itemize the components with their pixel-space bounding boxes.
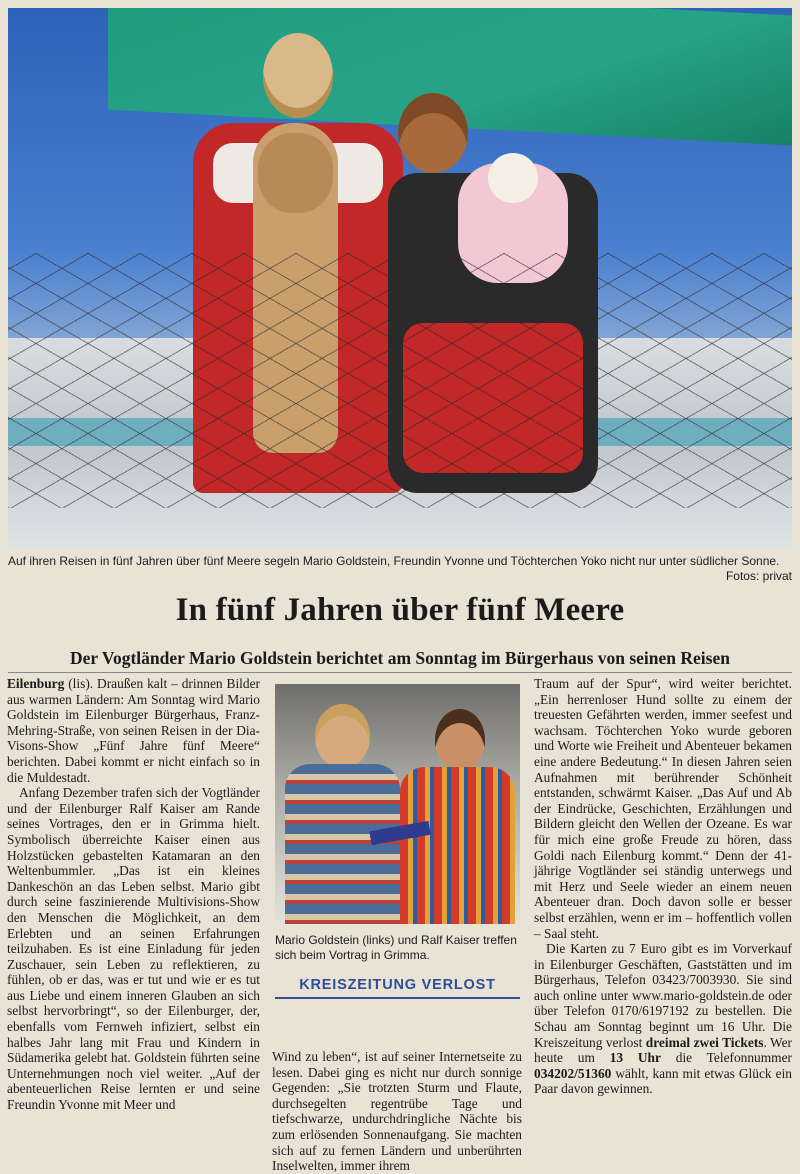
ralf-head: [435, 709, 485, 771]
woman-head: [398, 93, 468, 173]
ticket-text-b: . Wer heute um: [534, 1034, 793, 1066]
ticket-count: dreimal zwei Tickets: [645, 1034, 764, 1050]
article-headline: In fünf Jahren über fünf Meere: [175, 592, 625, 628]
photo-caption: Auf ihren Reisen in fünf Jahren über fünf Meere segeln Mario Goldstein, Freundin Yvonne und Töchterchen Yoko nicht nur unter südlicher Sonne.: [8, 554, 780, 568]
article-subheadline: Der Vogtländer Mario Goldstein berichtet am Sonntag im Bürgerhaus von seinen Reisen: [8, 648, 792, 673]
left-paragraph-2: Anfang Dezember trafen sich der Vogtländer und der Eilenburger Ralf Kaiser am Rande seines Vortrages, den er in Grimma hielt. Symbolisch überreichte Kaiser einen aus Holzstücken gebastelten Katamaran an den Weltenbummler. „Das ist ein kleines Dankeschön an das Leben selbst. Mario gibt durch seine faszinierende Multivisions-Show den Menschen die Möglichkeit, an dem Erlebten und an seinen Erfahrungen teilzuhaben. Es ist eine Einladung für jeden Zuschauer, sein Leben zu reflektieren, zu fühlen, ob er das, was er tut und wie er es tut aus Liebe und einem inneren Glauben an sich selbst hervorbringt“, so der Eilenburger, der, ebenfalls vom Fernweh infiziert, selbst ein halbes Jahr lang mit Frau und Kindern in Südamerika gelebt hat. Goldstein führten seine Unternehmungen noch viel weiter. „Auf der abenteuerlichen Reise lernten er und seine Freundin Yvonne mit Meer und: [7, 785, 260, 1113]
middle-paragraph: Wind zu leben“, ist auf seiner Internetseite zu lesen. Dabei ging es nicht nur durch sonnige Gegenden: „Sie trotzten Sturm und Flaute, durchsegelten regentrübe Tage und tiefschwarze, undurchdringliche Nächte bis zum erlösenden Sonnenaufgang. Sie machten sich auf zu fernen Ländern und unberührten Inselwelten, immer ihrem: [272, 1049, 522, 1174]
photo-caption-block: [8, 554, 792, 584]
ticket-phone: 034202/51360: [534, 1065, 612, 1081]
photo-credit: Fotos: privat: [725, 569, 792, 583]
right-column: [534, 676, 792, 1097]
right-paragraph-2: [534, 941, 792, 1097]
mario-head: [315, 704, 370, 769]
safety-net: [8, 253, 792, 508]
left-paragraph-1: [7, 676, 260, 785]
ticket-text-c: die Telefonnummer: [660, 1050, 792, 1066]
verlost-banner: KREISZEITUNG VERLOST: [275, 977, 520, 999]
left-column: [7, 676, 260, 1113]
ticket-text-a: Die Karten zu 7 Euro gibt es im Vorverkauf in Eilenburger Geschäften, Gaststätten und im Bürgerhaus, Telefon 03423/7003930. Sie sind auch online unter www.mario-goldstein.de oder über Telefon 0170/6197192 zu bestellen. Die Schau am Sonntag beginnt um 16 Uhr. Die Kreiszeitung verlost: [534, 941, 792, 1050]
left-paragraph-1-text: (lis). Draußen kalt – drinnen Bilder aus warmen Ländern: Am Sonntag wird Mario Goldstein im Eilenburger Bürgerhaus, Franz-Mehring-Straße, von seinen Reisen in der Dia-Visons-Show „Fünf Jahre fünf Meere“ berichten. Dabei kommt er nicht einfach so in die Muldestadt.: [7, 676, 260, 785]
middle-photo: [275, 684, 520, 924]
right-paragraph-1: Traum auf der Spur“, wird weiter berichtet. „Ein herrenloser Hund sollte zu einem der treuesten Gefährten werden, immer seefest und wachsam. Töchterchen Yoko wurde geboren und Worte wie Freiheit und Abenteuer bekamen eine andere Bedeutung.“ In diesen Jahren seien Aufnahmen mit berührender Schönheit entstanden, schwärmt Kaiser. „Das Auf und Ab der Eindrücke, Geschichten, Erzählungen und Bildern gleicht den Wellen der Ozeane. Es war für mich eine große Freude zu hören, dass Goldi nach Eilenburg kommt.“ Denn der 41-jährige Vogtländer sei ständig unterwegs und mit Herz und Seele wieder an einem neuen Abenteuer dran. Doch davon solle er besser selbst erzählen, wenn er im – hoffentlich vollen – Saal steht.: [534, 676, 792, 941]
mario-shirt: [285, 764, 400, 924]
man-head: [263, 33, 333, 118]
ralf-figure: [400, 709, 515, 924]
ticket-time: 13 Uhr: [609, 1050, 661, 1066]
middle-photo-caption: Mario Goldstein (links) und Ralf Kaiser treffen sich beim Vortrag in Grimma.: [275, 933, 517, 962]
mario-figure: [285, 704, 395, 924]
middle-column: [272, 1049, 522, 1174]
top-photo: [8, 8, 792, 548]
ticket-text-d: wählt, kann mit etwas Glück ein Paar davon gewinnen.: [534, 1065, 792, 1097]
ralf-shirt: [400, 767, 515, 924]
dateline: Eilenburg: [7, 676, 65, 691]
